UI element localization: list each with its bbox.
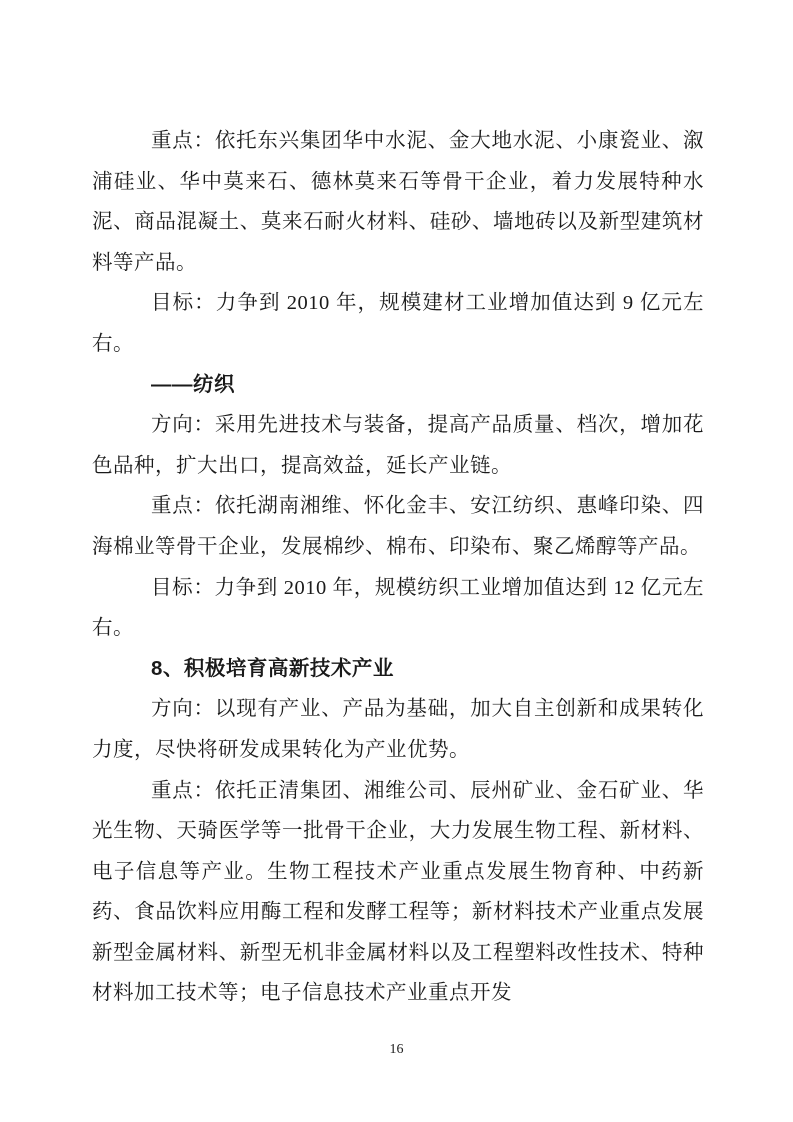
paragraph-hightech-focus: 重点：依托正清集团、湘维公司、辰州矿业、金石矿业、华光生物、天骑医学等一批骨干企业，大力发展生物工程、新材料、电子信息等产业。生物工程技术产业重点发展生物育种、中药新药、食品饮料应用酶工程和发酵工程等；新材料技术产业重点发展新型金属材料、新型无机非金属材料以及工程塑料改性技术、特种材料加工技术等；电子信息技术产业重点开发 <box>92 779 704 1005</box>
section-heading-textile: ——纺织 <box>151 372 235 396</box>
paragraph-textile-direction: 方向：采用先进技术与装备，提高产品质量、档次，增加花色品种，扩大出口，提高效益，延长产业链。 <box>92 414 704 477</box>
page-number: 16 <box>389 1042 404 1057</box>
section-heading-hightech: 8、积极培育高新技术产业 <box>151 656 394 680</box>
page-body-text <box>92 121 704 1014</box>
paragraph-building-materials-target: 目标：力争到 2010 年，规模建材工业增加值达到 9 亿元左右。 <box>92 292 704 355</box>
paragraph-building-materials-focus: 重点：依托东兴集团华中水泥、金大地水泥、小康瓷业、溆浦硅业、华中莫来石、德林莫来石等骨干企业，着力发展特种水泥、商品混凝土、莫来石耐火材料、硅砂、墙地砖以及新型建筑材料等产品。 <box>92 130 704 274</box>
paragraph-hightech-direction: 方向：以现有产业、产品为基础，加大自主创新和成果转化力度，尽快将研发成果转化为产业优势。 <box>92 698 704 761</box>
paragraph-textile-focus: 重点：依托湖南湘维、怀化金丰、安江纺织、惠峰印染、四海棉业等骨干企业，发展棉纱、棉布、印染布、聚乙烯醇等产品。 <box>92 495 704 558</box>
paragraph-textile-target: 目标：力争到 2010 年，规模纺织工业增加值达到 12 亿元左右。 <box>92 576 704 640</box>
